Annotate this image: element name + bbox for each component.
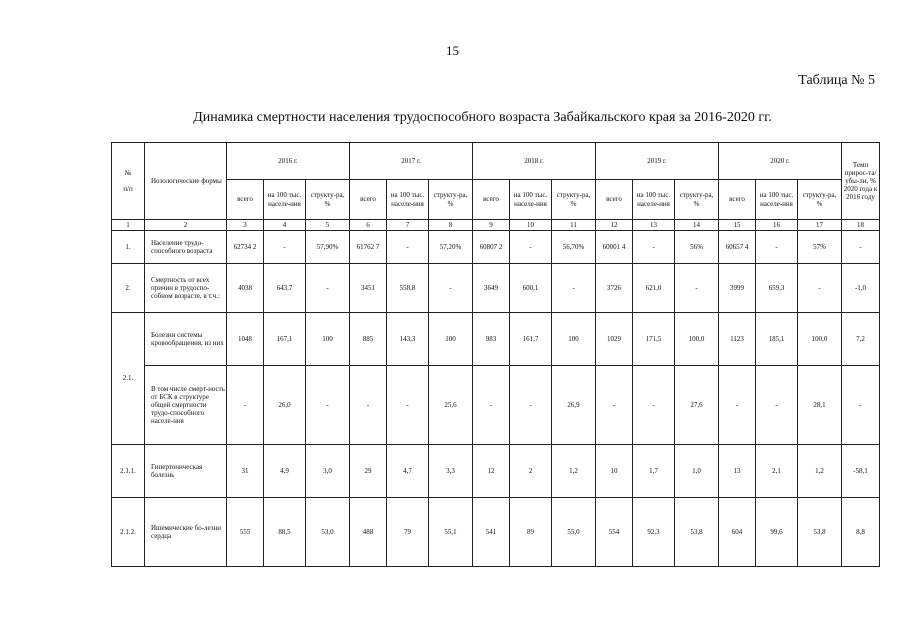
table-cell: 1123 [719,313,756,366]
table-cell: 53,8 [675,498,719,567]
table-cell: 79 [387,498,429,567]
column-number: 11 [552,220,596,231]
column-number: 8 [429,220,473,231]
table-cell: - [473,366,510,445]
table-cell: 53,8 [798,498,842,567]
header-row-years [112,143,880,180]
table-cell: - [633,231,675,264]
column-number: 14 [675,220,719,231]
table-cell: 558,8 [387,264,429,313]
table-cell: 604 [719,498,756,567]
page-number: 15 [446,43,459,58]
table-cell: - [429,264,473,313]
header-row-subcolumns [112,180,880,220]
table-cell: 185,1 [756,313,798,366]
table-cell: 3999 [719,264,756,313]
table-row [112,231,880,264]
table-cell: 1,2 [798,445,842,498]
header-subcolumn: структу-ра, % [306,180,350,220]
header-subcolumn: всего [350,180,387,220]
table-cell: - [510,366,552,445]
row-number: 2.1. [112,313,145,445]
table-cell: - [675,264,719,313]
column-number: 3 [227,220,264,231]
table-cell: 621,0 [633,264,675,313]
table-cell: 4,9 [264,445,306,498]
table-cell: 555 [227,498,264,567]
row-name: Болезни системы кровообращения, из них [145,313,227,366]
table-cell: 7,2 [842,313,880,366]
table-cell: - [387,231,429,264]
table-cell: - [596,366,633,445]
table-cell: - [756,231,798,264]
table-cell: 554 [596,498,633,567]
table-cell: 57% [798,231,842,264]
column-number: 7 [387,220,429,231]
table-cell: 89 [510,498,552,567]
table-cell: - [719,366,756,445]
table-cell: - [842,231,880,264]
table-cell: 92,3 [633,498,675,567]
column-number: 6 [350,220,387,231]
header-subcolumn: на 100 тыс. населе-ния [510,180,552,220]
header-subcolumn: структу-ра, % [798,180,842,220]
row-name: Гипертоническая болезнь [145,445,227,498]
header-forms: Нозологические формы [145,143,227,220]
table-cell: 3,3 [429,445,473,498]
table-cell: 55,1 [429,498,473,567]
table-cell: 983 [473,313,510,366]
table-cell: - [306,264,350,313]
header-row-column-numbers [112,220,880,231]
table-cell: 3726 [596,264,633,313]
table-cell: - [633,366,675,445]
row-name: Ишемические бо-лезни сердца [145,498,227,567]
table-cell: - [798,264,842,313]
table-cell: - [756,366,798,445]
table-cell: 13 [719,445,756,498]
table-cell: 3649 [473,264,510,313]
document-title: Динамика смертности населения трудоспособного возраста Забайкальского края за 2016-2020 гг. [193,110,772,125]
table-cell: 100,0 [798,313,842,366]
table-cell: 61762 7 [350,231,387,264]
table-cell: 26,9 [552,366,596,445]
table-label: Таблица № 5 [798,73,875,88]
row-name: В том числе смерт-ность от БСК в структуре общей смертности трудо-способного населе-ния [145,366,227,445]
header-subcolumn: на 100 тыс. населе-ния [756,180,798,220]
row-number: 2.1.1. [112,445,145,498]
table-cell: 171,5 [633,313,675,366]
table-cell: 143,3 [387,313,429,366]
mortality-table [111,142,880,567]
header-subcolumn: всего [227,180,264,220]
header-subcolumn: всего [719,180,756,220]
table-cell: 28,1 [798,366,842,445]
table-cell: 31 [227,445,264,498]
table-cell: 3451 [350,264,387,313]
header-subcolumn: на 100 тыс. населе-ния [387,180,429,220]
table-cell: 1,0 [675,445,719,498]
column-number: 18 [842,220,880,231]
header-subcolumn: структу-ра, % [429,180,473,220]
header-subcolumn: на 100 тыс. населе-ния [264,180,306,220]
table-cell: - [387,366,429,445]
column-number: 5 [306,220,350,231]
header-subcolumn: на 100 тыс. населе-ния [633,180,675,220]
header-num: № п/п [112,143,145,220]
table-cell: 26,0 [264,366,306,445]
table-cell: 488 [350,498,387,567]
table-cell: - [264,231,306,264]
header-subcolumn: всего [473,180,510,220]
table-cell: 100 [306,313,350,366]
table-row [112,498,880,567]
table-cell: 57,20% [429,231,473,264]
table-cell: -1,0 [842,264,880,313]
row-number: 1. [112,231,145,264]
table-cell: 600,1 [510,264,552,313]
row-number: 2. [112,264,145,313]
column-number: 4 [264,220,306,231]
table-cell: 56,70% [552,231,596,264]
row-name: Население трудо-способного возраста [145,231,227,264]
table-cell: 62734 2 [227,231,264,264]
header-year: 2018 г. [473,143,596,180]
table-cell: 60657 4 [719,231,756,264]
table-cell: 55,0 [552,498,596,567]
header-year: 2017 г. [350,143,473,180]
column-number: 13 [633,220,675,231]
header-subcolumn: структу-ра, % [552,180,596,220]
table-cell: - [842,366,880,445]
table-row [112,313,880,366]
table-cell: 53,0 [306,498,350,567]
table-cell: 1,2 [552,445,596,498]
column-number: 1 [112,220,145,231]
table-cell: 57,90% [306,231,350,264]
table-cell: 60807 2 [473,231,510,264]
table-cell: - [306,366,350,445]
table-cell: - [350,366,387,445]
table-cell: 88,5 [264,498,306,567]
table-cell: 4038 [227,264,264,313]
header-subcolumn: всего [596,180,633,220]
column-number: 12 [596,220,633,231]
table-cell: 1,7 [633,445,675,498]
header-growth: Темп прирос-та/ убы-ли, % 2020 года к 2016 году [842,143,880,220]
table-cell: 100 [429,313,473,366]
table-cell: 659,3 [756,264,798,313]
table-cell: 12 [473,445,510,498]
table-cell: -58,1 [842,445,880,498]
header-subcolumn: структу-ра, % [675,180,719,220]
column-number: 9 [473,220,510,231]
table-cell: 29 [350,445,387,498]
table-cell: 100 [552,313,596,366]
header-year: 2020 г. [719,143,842,180]
table-cell: - [510,231,552,264]
column-number: 15 [719,220,756,231]
table-cell: 56% [675,231,719,264]
table-cell: 8,8 [842,498,880,567]
table-row [112,366,880,445]
table-cell: - [227,366,264,445]
column-number: 17 [798,220,842,231]
table-cell: 60001 4 [596,231,633,264]
table-cell: 25,6 [429,366,473,445]
column-number: 10 [510,220,552,231]
table-cell: 27,6 [675,366,719,445]
table-cell: 643,7 [264,264,306,313]
table-cell: 885 [350,313,387,366]
column-number: 2 [145,220,227,231]
table-row [112,264,880,313]
table-row [112,445,880,498]
header-year: 2016 г. [227,143,350,180]
table-cell: 10 [596,445,633,498]
table-cell: 3,0 [306,445,350,498]
header-year: 2019 г. [596,143,719,180]
table-cell: 100,0 [675,313,719,366]
row-name: Смертность от всех причин в трудоспо-собном возрасте, в т.ч.: [145,264,227,313]
table-cell: 167,1 [264,313,306,366]
row-number: 2.1.2. [112,498,145,567]
table-cell: 1029 [596,313,633,366]
table-cell: 4,7 [387,445,429,498]
table-cell: 99,6 [756,498,798,567]
table-cell: 161,7 [510,313,552,366]
table-cell: - [552,264,596,313]
table-cell: 541 [473,498,510,567]
table-cell: 1048 [227,313,264,366]
table-cell: 2 [510,445,552,498]
table-cell: 2,1 [756,445,798,498]
column-number: 16 [756,220,798,231]
